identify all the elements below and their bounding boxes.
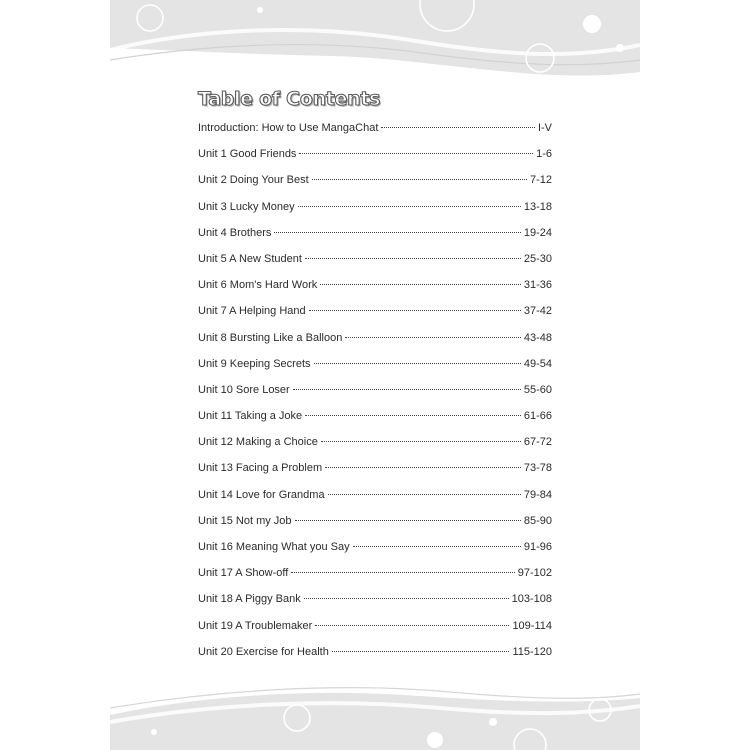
toc-dot-leader [345, 337, 521, 338]
toc-entry-label: Introduction: How to Use MangaChat [198, 122, 379, 134]
toc-dot-leader [320, 284, 521, 285]
toc-entry-pages: 109-114 [512, 619, 552, 632]
toc-dot-leader [291, 572, 514, 573]
header-decoration [110, 0, 640, 90]
footer-bubble-2 [427, 732, 443, 748]
toc-entry-unit-11 [198, 407, 552, 433]
toc-entry-unit-14 [198, 486, 552, 512]
toc-dot-leader [304, 598, 509, 599]
toc-entry-label: Unit 17 A Show-off [198, 567, 289, 580]
toc-entry-unit-8 [198, 329, 552, 355]
toc-entry-label: Unit 7 A Helping Hand [198, 305, 306, 318]
toc-entry-pages: 115-120 [512, 645, 552, 658]
toc-entry-pages: I-V [537, 122, 552, 134]
toc-entry-introduction [198, 119, 552, 145]
toc-entry-pages: 7-12 [529, 174, 552, 187]
toc-entry-label: Unit 18 A Piggy Bank [198, 593, 301, 606]
toc-dot-leader [298, 206, 521, 207]
toc-dot-leader [309, 310, 521, 311]
toc-dot-leader [381, 127, 535, 128]
toc-entry-label: Unit 20 Exercise for Health [198, 645, 329, 658]
toc-entry-unit-15 [198, 512, 552, 538]
toc-entry-unit-3 [198, 198, 552, 224]
book-page [110, 0, 640, 750]
toc-dot-leader [295, 520, 521, 521]
toc-entry-pages: 43-48 [523, 331, 552, 344]
toc-dot-leader [293, 389, 521, 390]
toc-dot-leader [274, 232, 520, 233]
footer-bubble-3 [489, 718, 497, 726]
toc-entry-pages: 1-6 [536, 148, 552, 161]
toc-entry-pages: 25-30 [523, 252, 552, 265]
toc-entry-unit-18 [198, 590, 552, 616]
header-bubble-6 [257, 7, 263, 13]
toc-entry-unit-19 [198, 617, 552, 643]
toc-dot-leader [332, 651, 510, 652]
header-bubble-5 [616, 44, 624, 52]
toc-dot-leader [299, 153, 533, 154]
toc-entry-unit-10 [198, 381, 552, 407]
toc-dot-leader [353, 546, 521, 547]
toc-entry-pages: 79-84 [523, 488, 552, 501]
toc-entry-unit-13 [198, 459, 552, 485]
toc-entry-label: Unit 14 Love for Grandma [198, 488, 325, 501]
toc-entry-label: Unit 19 A Troublemaker [198, 619, 313, 632]
toc-dot-leader [314, 363, 521, 364]
toc-entry-label: Unit 8 Bursting Like a Balloon [198, 331, 343, 344]
toc-entry-label: Unit 1 Good Friends [198, 148, 297, 161]
toc-entry-unit-5 [198, 250, 552, 276]
toc-entry-unit-1 [198, 145, 552, 171]
toc-entry-pages: 61-66 [523, 410, 552, 423]
toc-dot-leader [315, 625, 509, 626]
toc-entry-label: Unit 9 Keeping Secrets [198, 357, 311, 370]
toc-entry-unit-12 [198, 433, 552, 459]
toc-list [198, 119, 552, 669]
toc-entry-label: Unit 13 Facing a Problem [198, 462, 323, 475]
toc-entry-pages: 31-36 [523, 279, 552, 292]
header-bubble-3 [583, 15, 601, 33]
toc-dot-leader [305, 415, 521, 416]
footer-band-shape [110, 693, 640, 750]
toc-entry-unit-17 [198, 564, 552, 590]
toc-entry-label: Unit 5 A New Student [198, 252, 302, 265]
toc-entry-unit-4 [198, 224, 552, 250]
toc-dot-leader [328, 494, 521, 495]
toc-dot-leader [321, 441, 521, 442]
toc-entry-pages: 103-108 [511, 593, 552, 606]
toc-entry-unit-9 [198, 355, 552, 381]
toc-entry-label: Unit 3 Lucky Money [198, 200, 295, 213]
toc-entry-pages: 85-90 [523, 514, 552, 527]
toc-entry-pages: 73-78 [523, 462, 552, 475]
toc-entry-label: Unit 2 Doing Your Best [198, 174, 309, 187]
toc-entry-pages: 67-72 [523, 436, 552, 449]
toc-entry-pages: 55-60 [523, 383, 552, 396]
toc-dot-leader [305, 258, 521, 259]
toc-entry-unit-16 [198, 538, 552, 564]
toc-entry-label: Unit 12 Making a Choice [198, 436, 318, 449]
toc-entry-pages: 19-24 [523, 226, 552, 239]
footer-bubble-5 [151, 729, 157, 735]
toc-entry-label: Unit 10 Sore Loser [198, 383, 290, 396]
toc-entry-unit-2 [198, 171, 552, 197]
toc-entry-pages: 97-102 [517, 567, 552, 580]
toc-entry-label: Unit 15 Not my Job [198, 514, 292, 527]
toc-entry-label: Unit 4 Brothers [198, 226, 272, 239]
toc-dot-leader [325, 467, 521, 468]
toc-entry-pages: 37-42 [523, 305, 552, 318]
toc-entry-unit-7 [198, 302, 552, 328]
toc-entry-label: Unit 6 Mom's Hard Work [198, 279, 318, 292]
toc-entry-label: Unit 16 Meaning What you Say [198, 541, 350, 553]
footer-decoration [110, 660, 640, 750]
toc-title: Table of Contents [198, 88, 381, 110]
toc-entry-unit-6 [198, 276, 552, 302]
toc-entry-pages: 49-54 [523, 357, 552, 370]
toc-entry-label: Unit 11 Taking a Joke [198, 410, 303, 423]
toc-dot-leader [312, 179, 527, 180]
toc-entry-pages: 91-96 [523, 541, 552, 553]
toc-entry-pages: 13-18 [523, 200, 552, 213]
